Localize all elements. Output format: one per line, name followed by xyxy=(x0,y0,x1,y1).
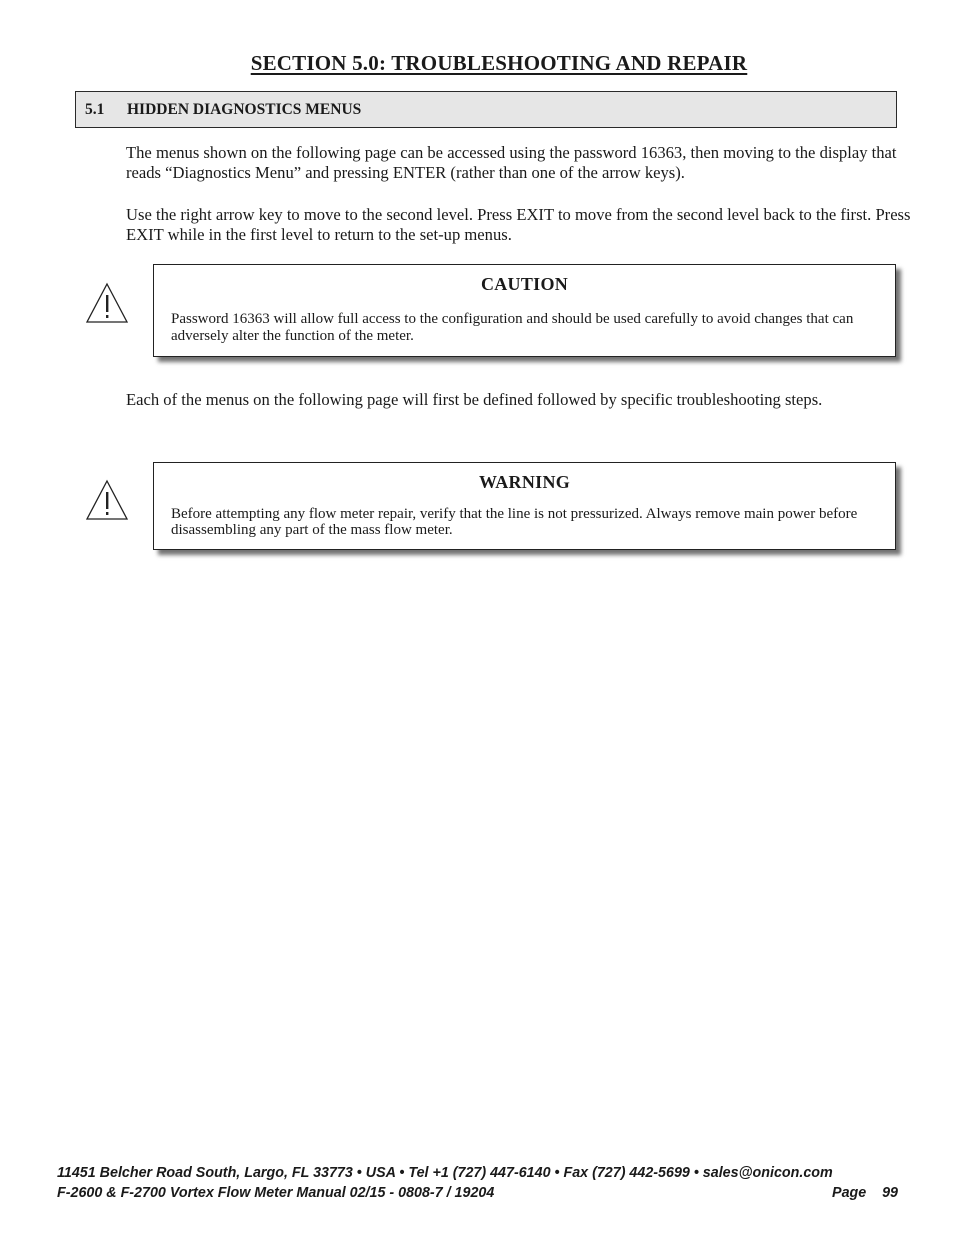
footer-page-number: Page 99 xyxy=(832,1185,898,1201)
section-title: SECTION 5.0: TROUBLESHOOTING AND REPAIR xyxy=(250,51,748,75)
footer-manual: F-2600 & F-2700 Vortex Flow Meter Manual 02/15 - 0808-7 / 19204 xyxy=(57,1185,495,1201)
subsection-title: HIDDEN DIAGNOSTICS MENUS xyxy=(127,101,362,118)
caution-heading: CAUTION xyxy=(480,274,569,294)
caution-text: Password 16363 will allow full access to the configuration and should be used carefully to avoid changes that can adversely alter the function of the meter. xyxy=(171,311,854,344)
footer-address: 11451 Belcher Road South, Largo, FL 33773 • USA • Tel +1 (727) 447-6140 • Fax (727) 442-5699 • sales@onicon.com xyxy=(57,1165,833,1181)
footer-manual-line xyxy=(57,1184,898,1202)
paragraph-password-access: The menus shown on the following page can be accessed using the password 16363, then moving to the display that reads “Diagnostics Menu” and pressing ENTER (rather than one of the arrow keys). xyxy=(126,143,897,182)
caution-box xyxy=(153,264,896,357)
warning-triangle-icon xyxy=(85,479,129,521)
warning-box xyxy=(153,462,896,550)
subsection-header xyxy=(75,91,897,128)
paragraph-menus-defined: Each of the menus on the following page will first be defined followed by specific troubleshooting steps. xyxy=(126,390,823,409)
warning-triangle-icon xyxy=(85,282,129,324)
subsection-number: 5.1 xyxy=(85,101,105,118)
warning-text: Before attempting any flow meter repair, verify that the line is not pressurized. Always remove main power before disassembling any part of the mass flow meter. xyxy=(171,506,858,538)
paragraph-navigation: Use the right arrow key to move to the second level. Press EXIT to move from the second level back to the first. Press EXIT while in the first level to return to the set-up menus. xyxy=(126,205,911,244)
warning-heading: WARNING xyxy=(478,472,571,492)
